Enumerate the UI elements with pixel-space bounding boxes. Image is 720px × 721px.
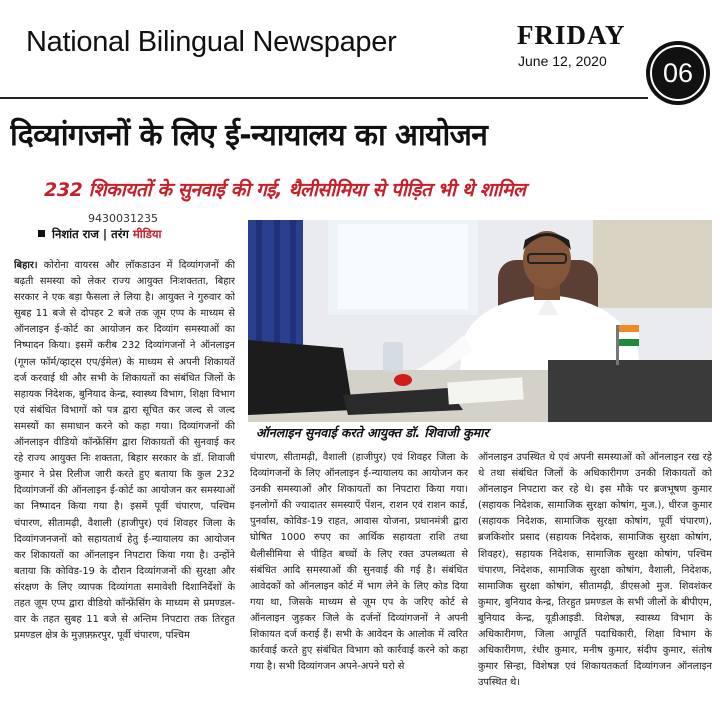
byline [38,227,162,242]
article-column-2: चंपारण, सीतामढ़ी, वैशाली (हाजीपुर) एवं शिवहर जिला के दिव्यांगजनों के लिए ऑनलाइन ई-न्यायालय का आयोजन कर उनकी समस्याओं और शिकायतों का निपटारा किया गया। इनलोगों की ज्यादातर समस्याएँ पेंशन, राशन एवं राशन कार्ड, पुनर्वास, कोविड-19 राहत, आवास योजना, प्रधानमंत्री द्वारा घोषित 1000 रुपए का आर्थिक सहायता राशि तथा थैलीसीमिया से पीड़ित बच्चों के लिए रक्त उपलब्धता से संबंधित आदि समस्याओं की सुनवाई की गई है। संबंधित आवेदकों को ऑनलाइन कोर्ट में भाग लेने के लिए कोड दिया गया था, जिसके माध्यम से ज़ूम एप के जरिए कोर्ट से ऑनलाइन जुड़कर जिले के दर्जनों दिव्यांगजनों ने अपनी शिकायत दर्ज कराई हैं। सभी के आवेदन के आलोक में त्वरित कार्रवाई करते हुए संबंधित विभाग को कार्रवाई करने को कहा गया है। सभी दिव्यांगजन अपने-अपने घरो से [250,452,468,673]
column-1-text: कोरोना वायरस और लॉकडाउन में दिव्यांगजनों की बढ़ती समस्या को लेकर राज्य आयुक्त निःशक्तता, बिहार सरकार ने एक बड़ा फैसला ले लिया है। आयुक्त ने गुरुवार को सुबह 11 बजे से दोपहर 2 बजे तक ज़ूम एप्प के माध्यम से ऑनलाइन ई-कोर्ट का आयोजन कर दिव्यांग समस्याओं का निष्पादन किया। इसमें करीब 232 दिव्यांगजनों ने ऑनलाइन (गूगल फॉर्म/व्हाट्स एप/ईमेल) के माध्यम से अपनी शिकायतें दर्ज करवाई थी और सभी के शिकायतों का संबंधित जिलों के सहायक निदेशक, बुनियाद केन्द्र, स्वास्थ्य विभाग, शिक्षा विभाग एवं संबंधित विभागों को पत्र द्वारा सूचित कर जल्द से जल्द समस्यों का समाधान करने को कहा गया। दिव्यांगजनों की ऑनलाइन वीडियो कॉन्फ्रेंसिंग द्वारा शिकायतों की सुनवाई कर रहे राज्य आयुक्त निः शक्तता, बिहार सरकार के डॉ. शिवाजी कुमार ने प्रेस रिलीज जारी करते हुए बताया कि कुल 232 दिव्यांगजनों की ऑनलाइन ई-कोर्ट का आयोजन कर समस्याओं का निष्पादन किया गया है। इसमें पूर्वी चंपारण, पश्चिम चंपारण, सीतामढ़ी, वैशाली (हाजीपुर) एवं शिवहर जिला के दिव्यांगजनजनों को सहायतार्थ हेतु ई-न्यायालय का आयोजन कर शिकायतों का ऑनलाइन निपटारा किया गया है। उन्होंने बताया कि कोविड-19 के दौरान दिव्यांगजनों की सुरक्षा और संरक्षण के लिए व्यापक दिव्यांगता समावेशी दिशानिर्देशों के तहत ज़ूम एप्प द्वारा वीडियो कॉन्फ्रेंसिंग के माध्यम से प्रमण्डल-वार के तहत सुबह 11 बजे से अन्तिम निपटारा तक तिरहुत प्रमण्डल क्षेत्र के मुज़फ़्फ़रपुर, पूर्वी चंपारण, पश्चिम [14,260,235,642]
masthead-date: June 12, 2020 [518,53,607,69]
subheadline: 232 शिकायतों के सुनवाई की गई, थैलीसीमिया से पीड़ित भी थे शामिल [44,179,526,201]
reporter-phone: 9430031235 [88,212,158,225]
masthead-rule [0,97,648,99]
byline-author: निशांत राज | तरंग [52,227,129,241]
bullet-icon [38,230,45,237]
page-number-badge [646,41,710,105]
masthead-day: FRIDAY [517,20,626,50]
article-column-1 [14,258,235,714]
lead-word: बिहार। [14,260,38,271]
photo-caption: ऑनलाइन सुनवाई करते आयुक्त डॉ. शिवाजी कुमार [256,425,489,440]
article-column-3: ऑनलाइन उपस्थित थे एवं अपनी समस्याओं को ऑनलाइन रख रहे थे तथा संबंधित जिलों के अधिकारीगण उनकी शिकायतों को ऑनलाइन निपटारा कर रहे थे। इस मौके पर ब्रजभूषण कुमार (सहायक निदेशक, सामाजिक सुरक्षा कोषांग, मुज.), धीरज कुमार (सहायक निदेशक, सामाजिक सुरक्षा कोषांग, पूर्वी चंपारण), ब्रजकिशोर प्रसाद (सहायक निदेशक, सामाजिक सुरक्षा कोषांग, शिवहर), सहायक निदेशक, सामाजिक सुरक्षा कोषांग, पश्चिम चंपारण, निदेशक, सामाजिक सुरक्षा कोषांग, वैशाली, निदेशक, सामाजिक सुरक्षा कोषांग, सीतामढ़ी, डीएसओ मुज. शिवशंकर कुमार, बुनियाद केन्द्र, तिरहुत प्रमण्डल के सभी जीलों के बीपीएम, बुनियाद केन्द्र, यूडीआइडी. विशेषज्ञ, स्वास्थ्य विभाग के अधिकारीगण, जिला आपूर्ति पदाधिकारी, शिक्षा विभाग के अधिकारीगण, रंधीर कुमार, मनीष कुमार, संदीप कुमार, संतोष कुमार सिन्हा, विशेषज्ञ एवं शिकायतकर्ता दिव्यांगजन ऑनलाइन उपस्थित थे। [478,452,712,689]
headline: दिव्यांगजनों के लिए ई-न्यायालय का आयोजन [10,118,488,153]
article-photo [248,220,712,422]
byline-media: मीडिया [132,227,162,241]
masthead-title: National Bilingual Newspaper [26,26,397,58]
page-number: 06 [650,45,706,101]
